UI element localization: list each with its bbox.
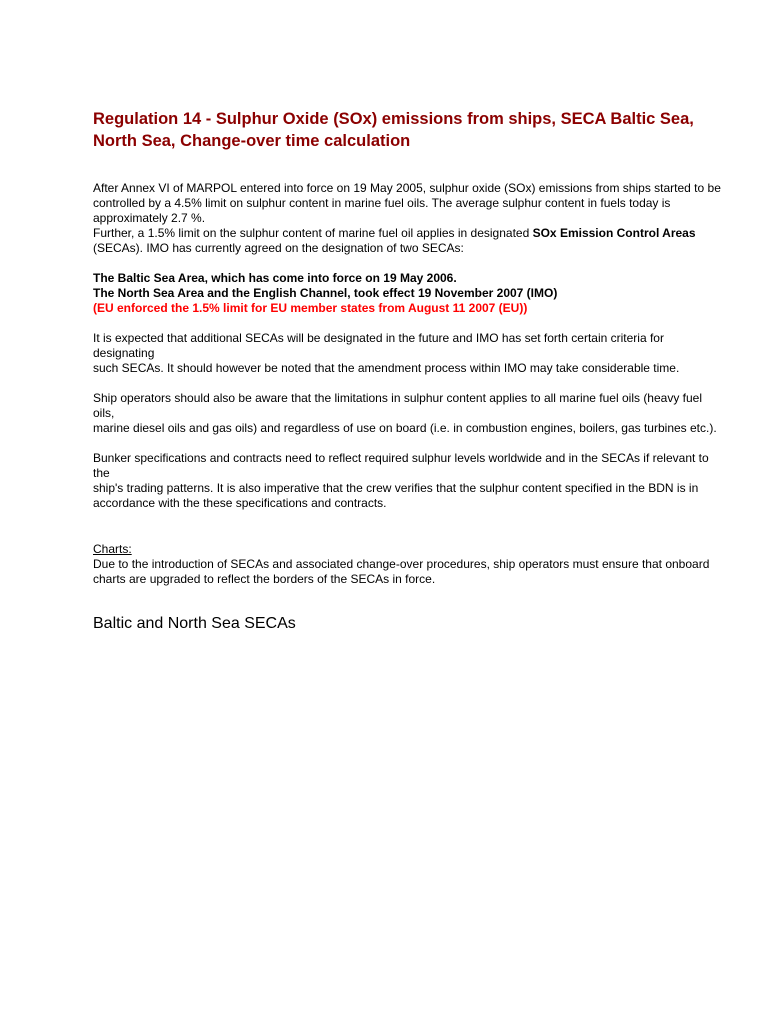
spacer xyxy=(93,511,761,542)
spacer xyxy=(93,256,761,271)
charts-label: Charts: xyxy=(93,542,132,556)
charts-line-1: Due to the introduction of SECAs and associated change-over procedures, ship operators must ensure that onboard xyxy=(93,557,710,571)
seca-list xyxy=(93,271,761,316)
bunker-line-4: accordance with the these specifications and contracts. xyxy=(93,496,387,510)
intro-line-2: controlled by a 4.5% limit on sulphur content in marine fuel oils. The average sulphur content in fuels today is xyxy=(93,196,671,210)
bunker-line-2: the xyxy=(93,466,110,480)
intro-line-5: (SECAs). IMO has currently agreed on the designation of two SECAs: xyxy=(93,241,464,255)
intro-line-4 xyxy=(93,226,761,241)
eu-enforcement-note: (EU enforced the 1.5% limit for EU member states from August 11 2007 (EU)) xyxy=(93,301,528,315)
additional-secas-paragraph xyxy=(93,331,761,376)
document-body xyxy=(93,181,761,587)
charts-section xyxy=(93,542,761,587)
bunker-line-3: ship's trading patterns. It is also imperative that the crew verifies that the sulphur content specified in the BDN is in xyxy=(93,481,699,495)
intro-line-3: approximately 2.7 %. xyxy=(93,211,206,225)
seca-term: SOx Emission Control Areas xyxy=(532,226,696,240)
operators-line-1: Ship operators should also be aware that the limitations in sulphur content applies to all marine fuel oils (heavy fuel xyxy=(93,391,703,405)
intro-paragraph xyxy=(93,181,761,256)
operators-line-3: marine diesel oils and gas oils) and regardless of use on board (i.e. in combustion engines, boilers, gas turbines etc.). xyxy=(93,421,717,435)
bunker-line-1: Bunker specifications and contracts need to reflect required sulphur levels worldwide and in the SECAs if relevant to xyxy=(93,451,709,465)
intro-line-1: After Annex VI of MARPOL entered into force on 19 May 2005, sulphur oxide (SOx) emissions from ships started to be xyxy=(93,181,721,195)
page-title xyxy=(93,108,753,152)
title-line-1: Regulation 14 - Sulphur Oxide (SOx) emissions from ships, SECA Baltic Sea, xyxy=(93,110,694,128)
ship-operators-paragraph xyxy=(93,391,761,436)
operators-line-2: oils, xyxy=(93,406,115,420)
bunker-paragraph xyxy=(93,451,761,511)
title-line-2: North Sea, Change-over time calculation xyxy=(93,132,411,150)
additional-line-2: designating xyxy=(93,346,155,360)
spacer xyxy=(93,376,761,391)
section-heading: Baltic and North Sea SECAs xyxy=(93,615,296,632)
spacer xyxy=(93,436,761,451)
seca-baltic: The Baltic Sea Area, which has come into force on 19 May 2006. xyxy=(93,271,457,285)
additional-line-1: It is expected that additional SECAs will be designated in the future and IMO has set forth certain criteria for xyxy=(93,331,664,345)
charts-line-2: charts are upgraded to reflect the borders of the SECAs in force. xyxy=(93,572,436,586)
seca-north-sea: The North Sea Area and the English Channel, took effect 19 November 2007 (IMO) xyxy=(93,286,558,300)
spacer xyxy=(93,316,761,331)
intro-line-4-text: Further, a 1.5% limit on the sulphur content of marine fuel oil applies in designated xyxy=(93,226,533,240)
additional-line-3: such SECAs. It should however be noted that the amendment process within IMO may take considerable time. xyxy=(93,361,680,375)
